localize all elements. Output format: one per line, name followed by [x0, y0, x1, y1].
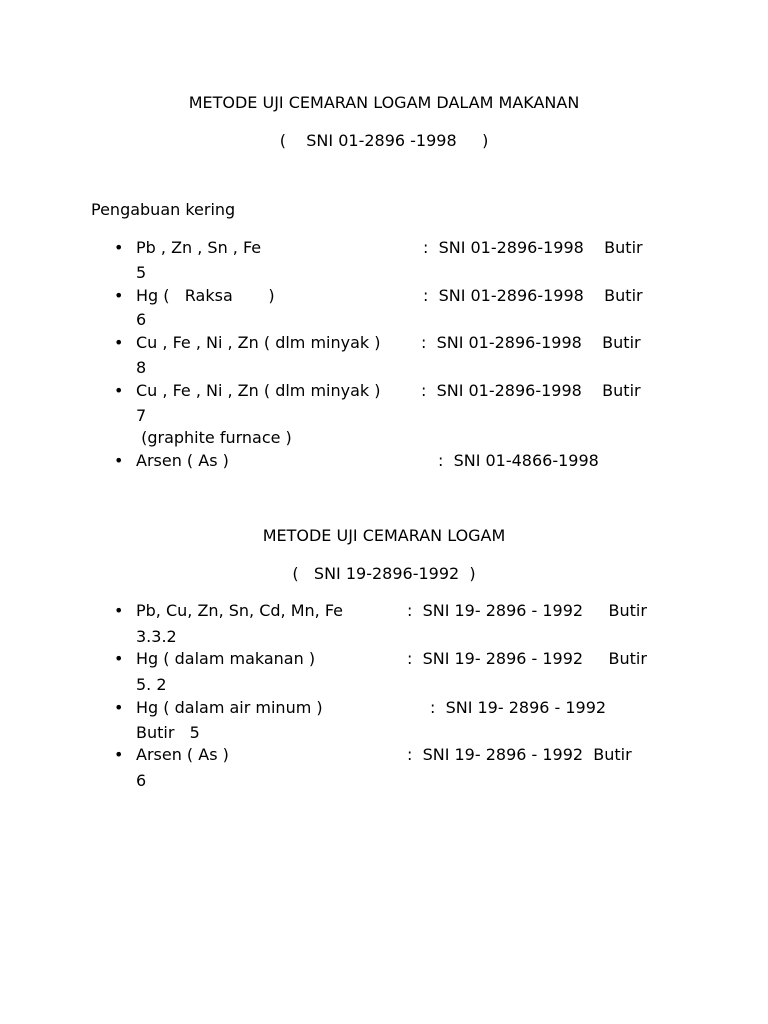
list-bullet: •: [114, 333, 124, 352]
list-item-label: Pb , Zn , Sn , Fe: [136, 238, 262, 257]
section2-subtitle: ( SNI 19-2896-1992 ): [292, 564, 476, 583]
list-item-cont: 5. 2: [136, 675, 167, 694]
section1-heading: Pengabuan kering: [91, 200, 236, 219]
list-bullet: •: [114, 601, 124, 620]
list-item-label: Cu , Fe , Ni , Zn ( dlm minyak ): [136, 381, 381, 400]
list-item-cont: 5: [136, 263, 147, 282]
list-item-label: Cu , Fe , Ni , Zn ( dlm minyak ): [136, 333, 381, 352]
list-item-label: Hg ( dalam air minum ): [136, 698, 323, 717]
list-item-cont: Butir 5: [136, 723, 200, 742]
list-item-cont: 3.3.2: [136, 627, 177, 646]
section1-title: METODE UJI CEMARAN LOGAM DALAM MAKANAN: [188, 93, 580, 112]
list-item-cont: 6: [136, 771, 147, 790]
list-item-ref: : SNI 19- 2896 - 1992 Butir: [407, 601, 647, 620]
list-bullet: •: [114, 745, 124, 764]
list-item-ref: : SNI 19- 2896 - 1992 Butir: [407, 745, 632, 764]
list-item-label: Pb, Cu, Zn, Sn, Cd, Mn, Fe: [136, 601, 343, 620]
list-item-cont: 7: [136, 406, 147, 425]
list-item-label: Hg ( Raksa ): [136, 286, 275, 305]
list-item-ref: : SNI 01-2896-1998 Butir: [423, 238, 643, 257]
list-item-cont: 6: [136, 310, 147, 329]
list-item-ref: : SNI 01-4866-1998: [438, 451, 599, 470]
list-bullet: •: [114, 451, 124, 470]
list-item-ref: : SNI 19- 2896 - 1992: [430, 698, 607, 717]
list-item-cont: 8: [136, 358, 147, 377]
section1-subtitle: ( SNI 01-2896 -1998 ): [279, 131, 489, 150]
list-item-ref: : SNI 01-2896-1998 Butir: [421, 333, 641, 352]
list-item-label: Arsen ( As ): [136, 745, 229, 764]
list-item-label: Arsen ( As ): [136, 451, 229, 470]
list-bullet: •: [114, 649, 124, 668]
list-item-ref: : SNI 01-2896-1998 Butir: [423, 286, 643, 305]
list-item-label: Hg ( dalam makanan ): [136, 649, 316, 668]
list-item-ref: : SNI 01-2896-1998 Butir: [421, 381, 641, 400]
list-bullet: •: [114, 238, 124, 257]
list-item-ref: : SNI 19- 2896 - 1992 Butir: [407, 649, 647, 668]
list-item-extra: (graphite furnace ): [136, 428, 292, 447]
list-bullet: •: [114, 381, 124, 400]
list-bullet: •: [114, 286, 124, 305]
list-bullet: •: [114, 698, 124, 717]
section2-title: METODE UJI CEMARAN LOGAM: [262, 526, 506, 545]
